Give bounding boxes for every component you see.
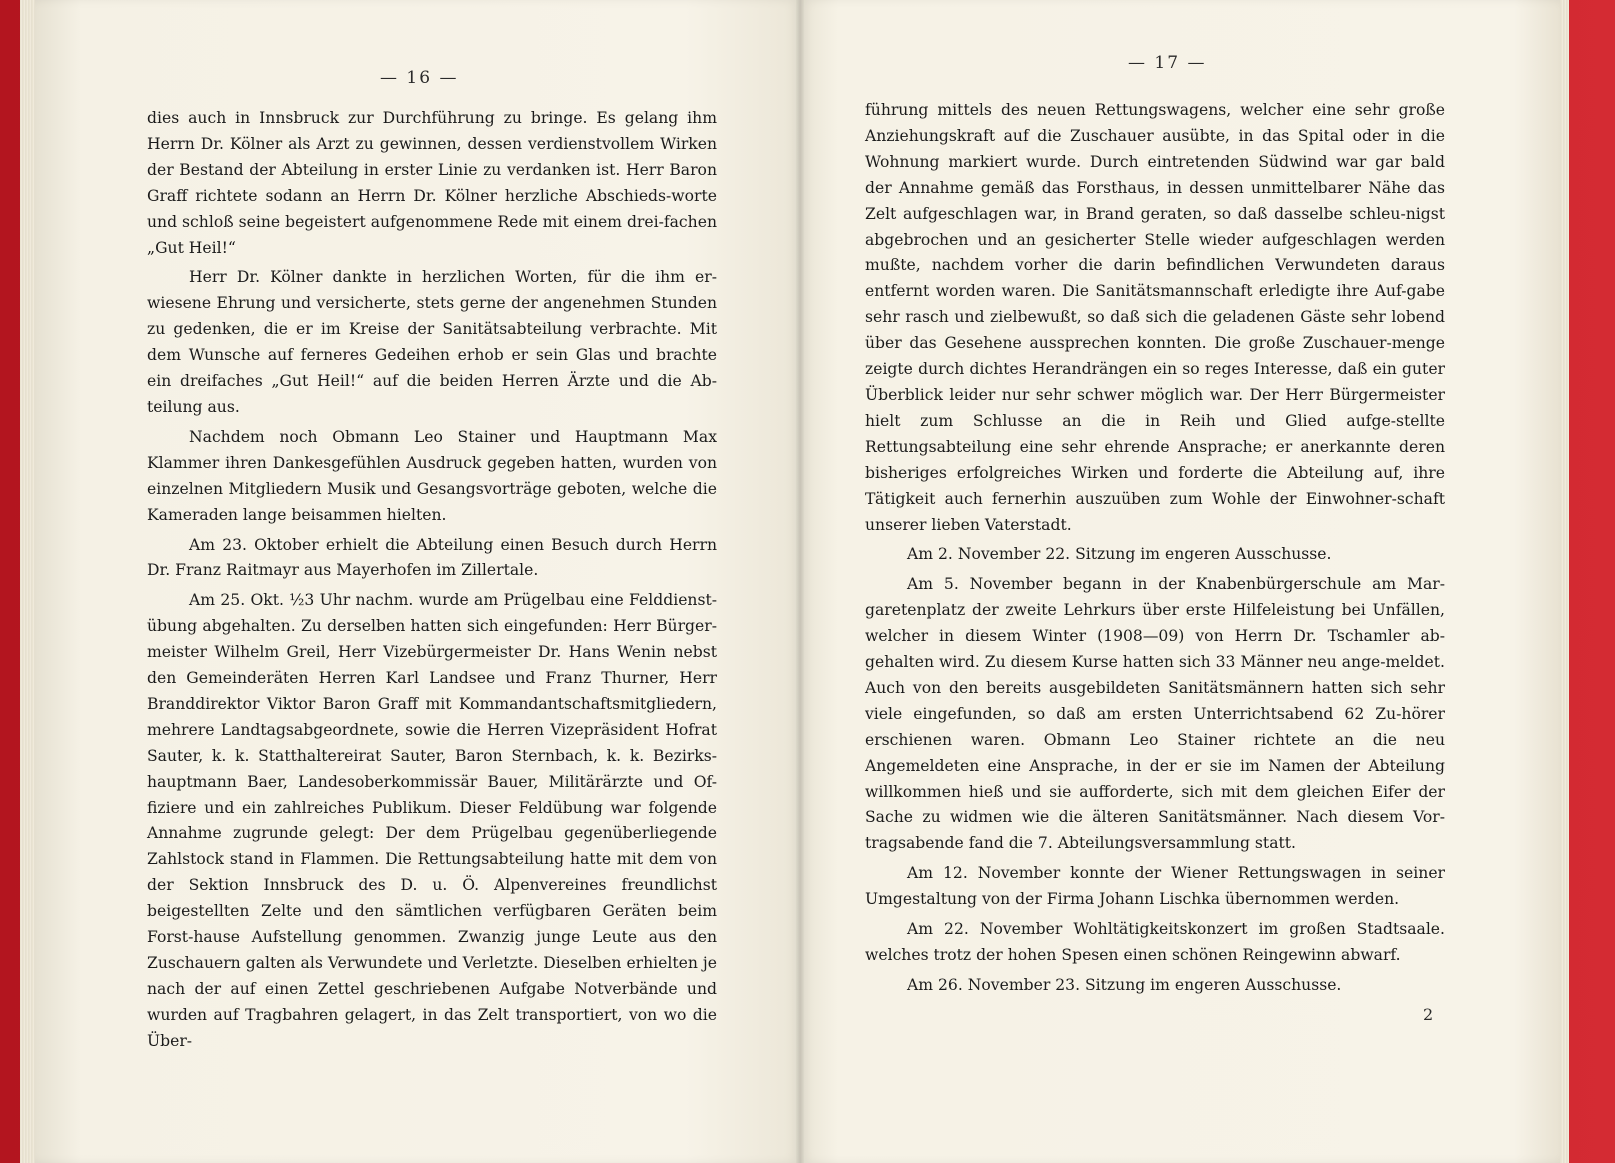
right-paragraph: Am 5. November begann in der Knabenbürgerschule am Mar-garetenplatz der zweite Lehrkurs über erste Hilfeleistung bei Unfällen, welcher in diesem Winter (1908—09) von Herrn Dr. Tschamler ab-gehalten wird. Zu diesem Kurse hatten sich 33 Männer neu ange-meldet. Auch von den bereits ausgebildeten Sanitätsmännern hatten sich sehr viele eingefunden, so daß am ersten Unterrichtsabend 62 Zu-hörer erschienen waren. Obmann Leo Stainer richtete an die neu Angemeldeten eine Ansprache, in der er sie im Namen der Abteilung willkommen hieß und sie aufforderte, sich mit dem gleichen Eifer der Sache zu widmen wie die älteren Sanitätsmänner. Nach diesem Vor-tragsabende fand die 7. Abteilungsversammlung statt. — [865, 575, 1445, 853]
left-paragraph: Nachdem noch Obmann Leo Stainer und Hauptmann Max Klammer ihren Dankesgefühlen Ausdruck gegeben hatten, wurden von einzelnen Mitgliedern Musik und Gesangsvorträge geboten, welche die Kameraden lange beisammen hielten. — [147, 427, 717, 524]
right-page-text — [865, 98, 1445, 999]
left-paragraph: Am 25. Okt. ½3 Uhr nachm. wurde am Prügelbau eine Felddienst-übung abgehalten. Zu derselben hatten sich eingefunden: Herr Bürger-meister Wilhelm Greil, Herr Vizebürgermeister Dr. Hans Wenin nebst den Gemeinderäten Herren Karl Landsee und Franz Thurner, Herr Branddirektor Viktor Baron Graff mit Kommandantschaftsmitgliedern, mehrere Landtagsabgeordnete, sowie die Herren Vizepräsident Hofrat Sauter, k. k. Statthaltereirat Sauter, Baron Sternbach, k. k. Bezirks-hauptmann Baer, Landesoberkommissär Bauer, Militärärzte und Of-fiziere und ein zahlreiches Publikum. Dieser Feldübung war folgende Annahme zugrunde gelegt: Der dem Prügelbau gegenüberliegende Zahlstock stand in Flammen. Die Rettungsabteilung hatte mit dem von der Sektion Innsbruck des D. u. Ö. Alpenvereines freundlichst beigestellten Zelte und den sämtlichen verfügbaren Geräten beim Forst-hause Aufstellung genommen. Zwanzig junge Leute aus den Zuschauern galten als Verwundete und Verletzte. Dieselben erhielten je nach der auf einen Zettel geschriebenen Aufgabe Notverbände und wurden auf Tragbahren gelagert, in das Zelt transportiert, von wo die Über- — [147, 591, 717, 1050]
page-edges-left — [20, 0, 36, 1163]
right-page-number: — 17 — — [1128, 53, 1207, 73]
right-paragraph: Am 2. November 22. Sitzung im engeren Ausschusse. — [907, 545, 1332, 564]
left-paragraph: dies auch in Innsbruck zur Durchführung zu bringe. Es gelang ihm Herrn Dr. Kölner als Arzt zu gewinnen, dessen verdienstvollem Wirken der Bestand der Abteilung in erster Linie zu verdanken ist. Herr Baron Graff richtete sodann an Herrn Dr. Kölner herzliche Abschieds-worte und schloß seine begeistert aufgenommene Rede mit einem drei-fachen „Gut Heil!“ — [147, 109, 717, 257]
sheet-signature-mark: 2 — [1423, 1005, 1434, 1024]
left-paragraph: Am 23. Oktober erhielt die Abteilung einen Besuch durch Herrn Dr. Franz Raitmayr aus Mayerhofen im Zillertale. — [147, 535, 717, 580]
book-gutter — [796, 0, 804, 1163]
right-paragraph: Am 22. November Wohltätigkeitskonzert im großen Stadtsaale. welches trotz der hohen Spesen einen schönen Reingewinn abwarf. — [865, 920, 1445, 964]
left-page-number: — 16 — — [380, 68, 459, 88]
right-paragraph: führung mittels des neuen Rettungswagens, welcher eine sehr große Anziehungskraft auf die Zuschauer ausübte, in das Spital oder in die Wohnung markiert wurde. Durch eintretenden Südwind war gar bald der Annahme gemäß das Forsthaus, in dessen unmittelbarer Nähe das Zelt aufgeschlagen war, in Brand geraten, so daß dasselbe schleu-nigst abgebrochen und an gesicherter Stelle wieder aufgeschlagen werden mußte, nachdem vorher die darin befindlichen Verwundeten daraus entfernt worden waren. Die Sanitätsmannschaft erledigte ihre Auf-gabe sehr rasch und zielbewußt, so daß sich die geladenen Gäste sehr lobend über das Gesehene aussprechen konnten. Die große Zuschauer-menge zeigte durch dichtes Herandrängen ein so reges Interesse, daß ein guter Überblick leider nur sehr schwer möglich war. Der Herr Bürgermeister hielt zum Schlusse an die in Reih und Glied aufge-stellte Rettungsabteilung eine sehr ehrende Ansprache; er anerkannte deren bisheriges erfolgreiches Wirken und forderte die Abteilung auf, ihre Tätigkeit auch fernerhin auszuüben zum Wohle der Einwohner-schaft unserer lieben Vaterstadt. — [865, 101, 1445, 534]
right-paragraph: Am 26. November 23. Sitzung im engeren Ausschusse. — [907, 975, 1342, 994]
left-paragraph: Herr Dr. Kölner dankte in herzlichen Worten, für die ihm er-wiesene Ehrung und versicherte, stets gerne der angenehmen Stunden zu gedenken, die er im Kreise der Sanitätsabteilung verbrachte. Mit dem Wunsche auf ferneres Gedeihen erhob er sein Glas und brachte ein dreifaches „Gut Heil!“ auf die beiden Herren Ärzte und die Ab-teilung aus. — [147, 268, 717, 416]
left-page-text — [147, 106, 717, 1055]
right-paragraph: Am 12. November konnte der Wiener Rettungswagen in seiner Umgestaltung von der Firma Johann Lischka übernommen werden. — [865, 864, 1445, 909]
